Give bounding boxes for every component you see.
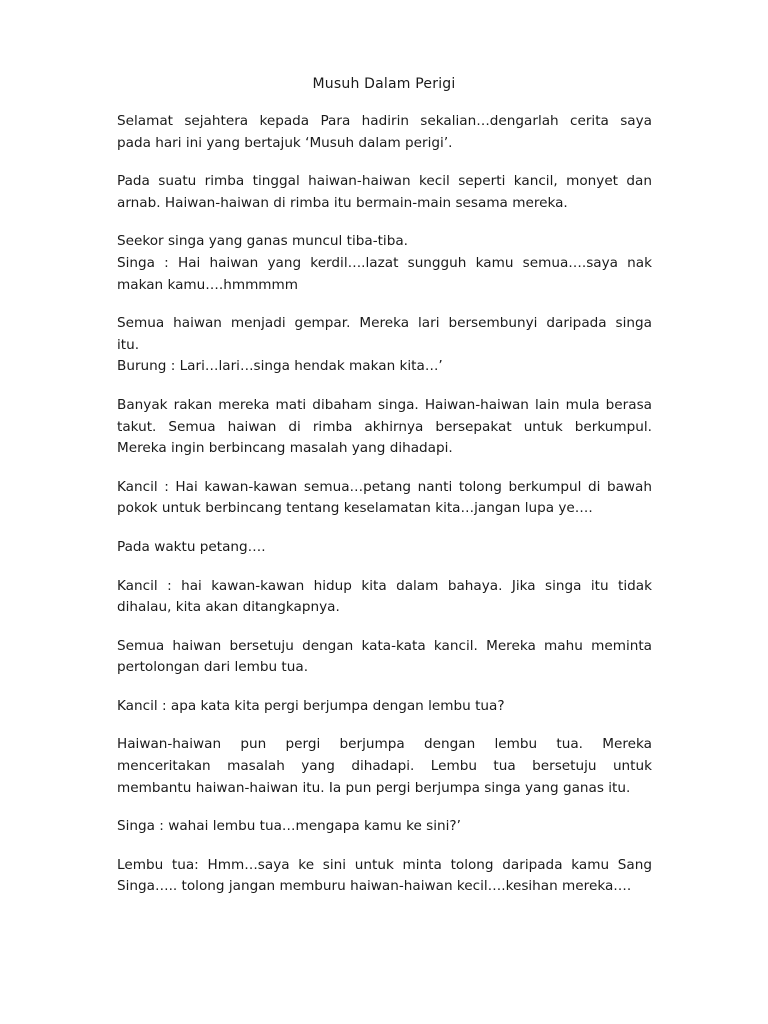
paragraph — [117, 231, 652, 296]
text-line: Selamat sejahtera kepada Para hadirin sekalian…dengarlah cerita saya — [117, 113, 652, 129]
paragraph — [117, 477, 652, 520]
paragraph — [117, 636, 652, 679]
text-line: pertolongan dari lembu tua. — [117, 659, 309, 676]
text-line: Singa : Hai haiwan yang kerdil….lazat sungguh kamu semua….saya nak — [117, 254, 652, 271]
paragraph — [117, 313, 652, 378]
paragraph — [117, 111, 652, 154]
paragraph — [117, 696, 652, 718]
text-line: Pada suatu rimba tinggal haiwan-haiwan kecil seperti kancil, monyet dan — [117, 173, 652, 190]
text-line: Semua haiwan bersetuju dengan kata-kata kancil. Mereka mahu meminta — [117, 637, 652, 654]
paragraph — [117, 816, 652, 838]
text-line: takut. Semua haiwan di rimba akhirnya bersepakat untuk berkumpul. — [117, 418, 652, 435]
paragraph — [117, 855, 652, 898]
text-line: Kancil : Hai kawan-kawan semua…petang nanti tolong berkumpul di bawah — [117, 478, 652, 495]
paragraph — [117, 537, 652, 559]
text-line: arnab. Haiwan-haiwan di rimba itu bermain-main sesama mereka. — [117, 194, 568, 211]
text-line: Burung : Lari…lari…singa hendak makan kita…’ — [117, 358, 443, 375]
paragraph — [117, 734, 652, 799]
text-line: Kancil : hai kawan-kawan hidup kita dalam bahaya. Jika singa itu tidak — [117, 577, 652, 594]
text-line: Banyak rakan mereka mati dibaham singa. Haiwan-haiwan lain mula berasa — [117, 396, 652, 413]
text-line: makan kamu….hmmmmm — [117, 276, 299, 293]
paragraph — [117, 171, 652, 214]
text-line: Kancil : apa kata kita pergi berjumpa dengan lembu tua? — [117, 697, 505, 714]
text-line: Singa : wahai lembu tua…mengapa kamu ke sini?’ — [117, 818, 461, 835]
text-line: Singa….. tolong jangan memburu haiwan-haiwan kecil….kesihan mereka…. — [117, 878, 632, 895]
text-line: Pada waktu petang…. — [117, 538, 266, 555]
text-line: pada hari ini yang bertajuk ‘Musuh dalam perigi’. — [117, 134, 453, 151]
text-line: dihalau, kita akan ditangkapnya. — [117, 599, 340, 616]
document-body — [117, 111, 652, 915]
document-title: Musuh Dalam Perigi — [312, 76, 456, 92]
paragraph — [117, 395, 652, 460]
text-line: Mereka ingin berbincang masalah yang dihadapi. — [117, 440, 453, 457]
text-line: membantu haiwan-haiwan itu. Ia pun pergi berjumpa singa yang ganas itu. — [117, 779, 631, 796]
text-line: Lembu tua: Hmm…saya ke sini untuk minta tolong daripada kamu Sang — [117, 856, 652, 873]
text-line: Haiwan-haiwan pun pergi berjumpa dengan lembu tua. Mereka — [117, 736, 652, 753]
text-line: Seekor singa yang ganas muncul tiba-tiba. — [117, 233, 408, 250]
text-line: pokok untuk berbincang tentang keselamatan kita…jangan lupa ye…. — [117, 500, 593, 517]
text-line: itu. — [117, 336, 140, 353]
paragraph — [117, 576, 652, 619]
text-line: menceritakan masalah yang dihadapi. Lembu tua bersetuju untuk — [117, 758, 652, 775]
text-line: Semua haiwan menjadi gempar. Mereka lari bersembunyi daripada singa — [117, 315, 652, 332]
